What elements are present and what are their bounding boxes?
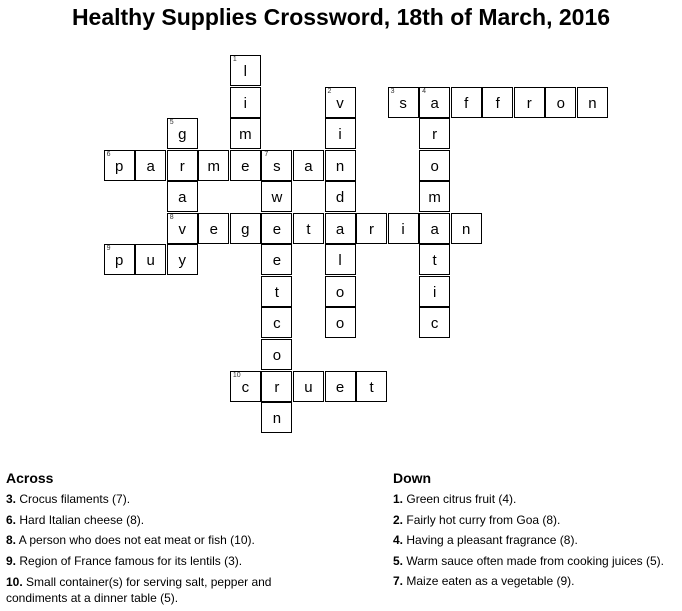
crossword-cell[interactable] <box>167 244 198 275</box>
across-clues <box>6 470 306 606</box>
crossword-cell[interactable] <box>261 181 292 212</box>
crossword-cell[interactable] <box>419 118 450 149</box>
crossword-cell[interactable] <box>261 402 292 433</box>
cell-letter: d <box>335 189 345 207</box>
crossword-cell[interactable] <box>482 87 513 118</box>
cell-letter: m <box>239 126 252 144</box>
crossword-cell[interactable] <box>388 213 419 244</box>
crossword-cell[interactable] <box>419 150 450 181</box>
clue-text: Region of France famous for its lentils (3). <box>19 553 243 568</box>
crossword-cell[interactable] <box>419 244 450 275</box>
clue-text: Fairly hot curry from Goa (8). <box>406 512 561 527</box>
clue-number: 6. <box>6 512 17 527</box>
crossword-cell[interactable] <box>419 87 450 118</box>
cell-letter: o <box>335 315 345 333</box>
crossword-cell[interactable] <box>419 276 450 307</box>
crossword-cell[interactable] <box>419 181 450 212</box>
cell-letter: l <box>243 63 248 80</box>
crossword-cell[interactable] <box>167 213 198 244</box>
cell-letter: f <box>495 94 500 112</box>
cell-letter: m <box>207 157 221 175</box>
cell-letter: s <box>273 157 281 175</box>
cell-letter: i <box>243 94 248 112</box>
crossword-cell[interactable] <box>325 213 356 244</box>
clue-number: 5. <box>393 553 404 568</box>
page-title: Healthy Supplies Crossword, 18th of March, 2016 <box>71 4 611 30</box>
cell-letter: a <box>146 157 155 175</box>
crossword-cell[interactable] <box>293 371 324 402</box>
cell-letter: c <box>273 315 281 333</box>
clue-text: A person who does not eat meat or fish (10). <box>18 533 255 547</box>
clue-down-1 <box>393 489 681 510</box>
crossword-cell[interactable] <box>230 371 261 402</box>
cell-number: 10 <box>232 371 241 379</box>
crossword-cell[interactable] <box>419 213 450 244</box>
cell-letter: w <box>271 189 283 207</box>
cell-letter: p <box>114 252 124 270</box>
clue-across-6 <box>6 510 306 531</box>
crossword-cell[interactable] <box>293 150 324 181</box>
crossword-cell[interactable] <box>167 181 198 212</box>
cell-letter: t <box>369 378 374 396</box>
cell-letter: i <box>432 283 437 301</box>
crossword-cell[interactable] <box>261 307 292 338</box>
cell-number: 3 <box>390 87 395 95</box>
crossword-cell[interactable] <box>135 150 166 181</box>
cell-letter: e <box>335 378 345 396</box>
cell-letter: v <box>336 94 344 112</box>
cell-letter: e <box>209 220 218 238</box>
crossword-cell[interactable] <box>261 244 292 275</box>
crossword-cell[interactable] <box>514 87 545 118</box>
cell-letter: p <box>114 157 124 175</box>
cell-number: 1 <box>232 56 237 63</box>
cell-letter: o <box>556 94 566 112</box>
cell-number: 6 <box>106 150 111 158</box>
cell-letter: o <box>272 346 282 364</box>
crossword-cell[interactable] <box>104 244 135 275</box>
clue-text: Green citrus fruit (4). <box>406 492 517 506</box>
cell-letter: t <box>274 283 279 301</box>
cell-letter: l <box>338 252 342 270</box>
crossword-cell[interactable] <box>230 150 261 181</box>
cell-letter: g <box>178 126 187 144</box>
cell-letter: i <box>338 126 342 144</box>
crossword-cell[interactable] <box>261 371 292 402</box>
clue-text: Warm sauce often made from cooking juices (5). <box>406 553 665 568</box>
cell-letter: n <box>462 220 471 238</box>
down-clues <box>393 470 681 592</box>
clue-text: Hard Italian cheese (8). <box>19 512 145 527</box>
cell-number: 9 <box>106 245 111 253</box>
cell-letter: a <box>304 157 313 175</box>
crossword-cell[interactable] <box>261 276 292 307</box>
crossword-cell[interactable] <box>293 213 324 244</box>
clue-down-5 <box>393 551 681 572</box>
clue-text: Crocus filaments (7). <box>19 492 131 506</box>
cell-letter: a <box>178 189 187 207</box>
cell-letter: t <box>306 220 311 238</box>
crossword-cell[interactable] <box>356 371 387 402</box>
crossword-cell[interactable] <box>230 213 261 244</box>
crossword-cell[interactable] <box>388 87 419 118</box>
cell-letter: c <box>430 315 439 333</box>
cell-letter: a <box>430 220 439 238</box>
cell-letter: y <box>178 252 186 270</box>
crossword-cell[interactable] <box>577 87 608 118</box>
across-heading: Across <box>6 470 54 486</box>
crossword-cell[interactable] <box>325 371 356 402</box>
cell-letter: n <box>272 410 282 428</box>
cell-letter: n <box>588 94 597 112</box>
clue-text: Small container(s) for serving salt, pepper and condiments at a dinner table (5). <box>6 575 272 605</box>
crossword-cell[interactable] <box>545 87 576 118</box>
cell-letter: r <box>274 378 280 396</box>
crossword-cell[interactable] <box>325 87 356 118</box>
cell-letter: r <box>369 220 375 238</box>
cell-letter: o <box>335 283 345 301</box>
clue-text: Having a pleasant fragrance (8). <box>406 533 578 547</box>
cell-letter: e <box>272 252 282 270</box>
cell-letter: g <box>241 220 250 238</box>
crossword-cell[interactable] <box>356 213 387 244</box>
crossword-cell[interactable] <box>167 118 198 149</box>
cell-letter: m <box>428 189 441 207</box>
cell-letter: o <box>430 157 439 175</box>
cell-letter: u <box>146 252 155 270</box>
clue-text: Maize eaten as a vegetable (9). <box>406 574 575 588</box>
cell-letter: t <box>432 252 437 270</box>
crossword-cell[interactable] <box>325 118 356 149</box>
crossword-cell[interactable] <box>135 244 166 275</box>
cell-letter: r <box>179 157 185 175</box>
clue-down-4 <box>393 530 681 551</box>
cell-number: 5 <box>169 119 174 127</box>
cell-letter: u <box>304 378 313 396</box>
clue-number: 10. <box>6 575 23 589</box>
crossword-cell[interactable] <box>325 244 356 275</box>
cell-letter: a <box>335 220 345 238</box>
crossword-cell[interactable] <box>167 150 198 181</box>
cell-letter: r <box>432 126 438 144</box>
clue-number: 9. <box>6 553 17 568</box>
cell-number: 2 <box>327 87 332 95</box>
cell-letter: e <box>272 220 282 238</box>
clue-number: 1. <box>393 492 404 506</box>
cell-letter: f <box>464 94 469 112</box>
crossword-cell[interactable] <box>261 339 292 370</box>
cell-letter: i <box>401 220 405 238</box>
crossword-cell[interactable] <box>198 213 229 244</box>
cell-number: 7 <box>264 150 269 158</box>
clue-across-10 <box>6 574 306 606</box>
crossword-cell[interactable] <box>325 181 356 212</box>
cell-letter: v <box>178 220 186 238</box>
crossword-cell[interactable] <box>198 150 229 181</box>
cell-letter: n <box>335 157 345 175</box>
crossword-cell[interactable] <box>325 276 356 307</box>
clue-number: 2. <box>393 512 404 527</box>
crossword-cell[interactable] <box>261 213 292 244</box>
crossword-cell[interactable] <box>325 150 356 181</box>
cell-letter: e <box>241 157 250 175</box>
cell-letter: c <box>241 378 250 396</box>
crossword-cell[interactable] <box>419 307 450 338</box>
down-heading: Down <box>393 470 432 486</box>
clue-down-7 <box>393 571 681 592</box>
cell-letter: a <box>430 94 439 112</box>
clue-across-8 <box>6 530 306 551</box>
crossword-cell[interactable] <box>261 150 292 181</box>
clue-number: 8. <box>6 533 17 547</box>
cell-number: 4 <box>422 87 427 95</box>
clue-across-9 <box>6 551 306 572</box>
crossword-cell[interactable] <box>325 307 356 338</box>
crossword-cell[interactable] <box>451 87 482 118</box>
cell-letter: s <box>399 94 407 112</box>
cell-letter: r <box>526 94 532 112</box>
cell-number: 8 <box>169 213 174 221</box>
clue-number: 4. <box>393 533 404 547</box>
crossword-cell[interactable] <box>230 87 261 118</box>
clue-across-3 <box>6 489 306 510</box>
crossword-cell[interactable] <box>230 55 261 86</box>
crossword-cell[interactable] <box>104 150 135 181</box>
clue-down-2 <box>393 510 681 531</box>
crossword-cell[interactable] <box>451 213 482 244</box>
clue-number: 7. <box>393 574 404 588</box>
clue-number: 3. <box>6 492 17 506</box>
crossword-cell[interactable] <box>230 118 261 149</box>
